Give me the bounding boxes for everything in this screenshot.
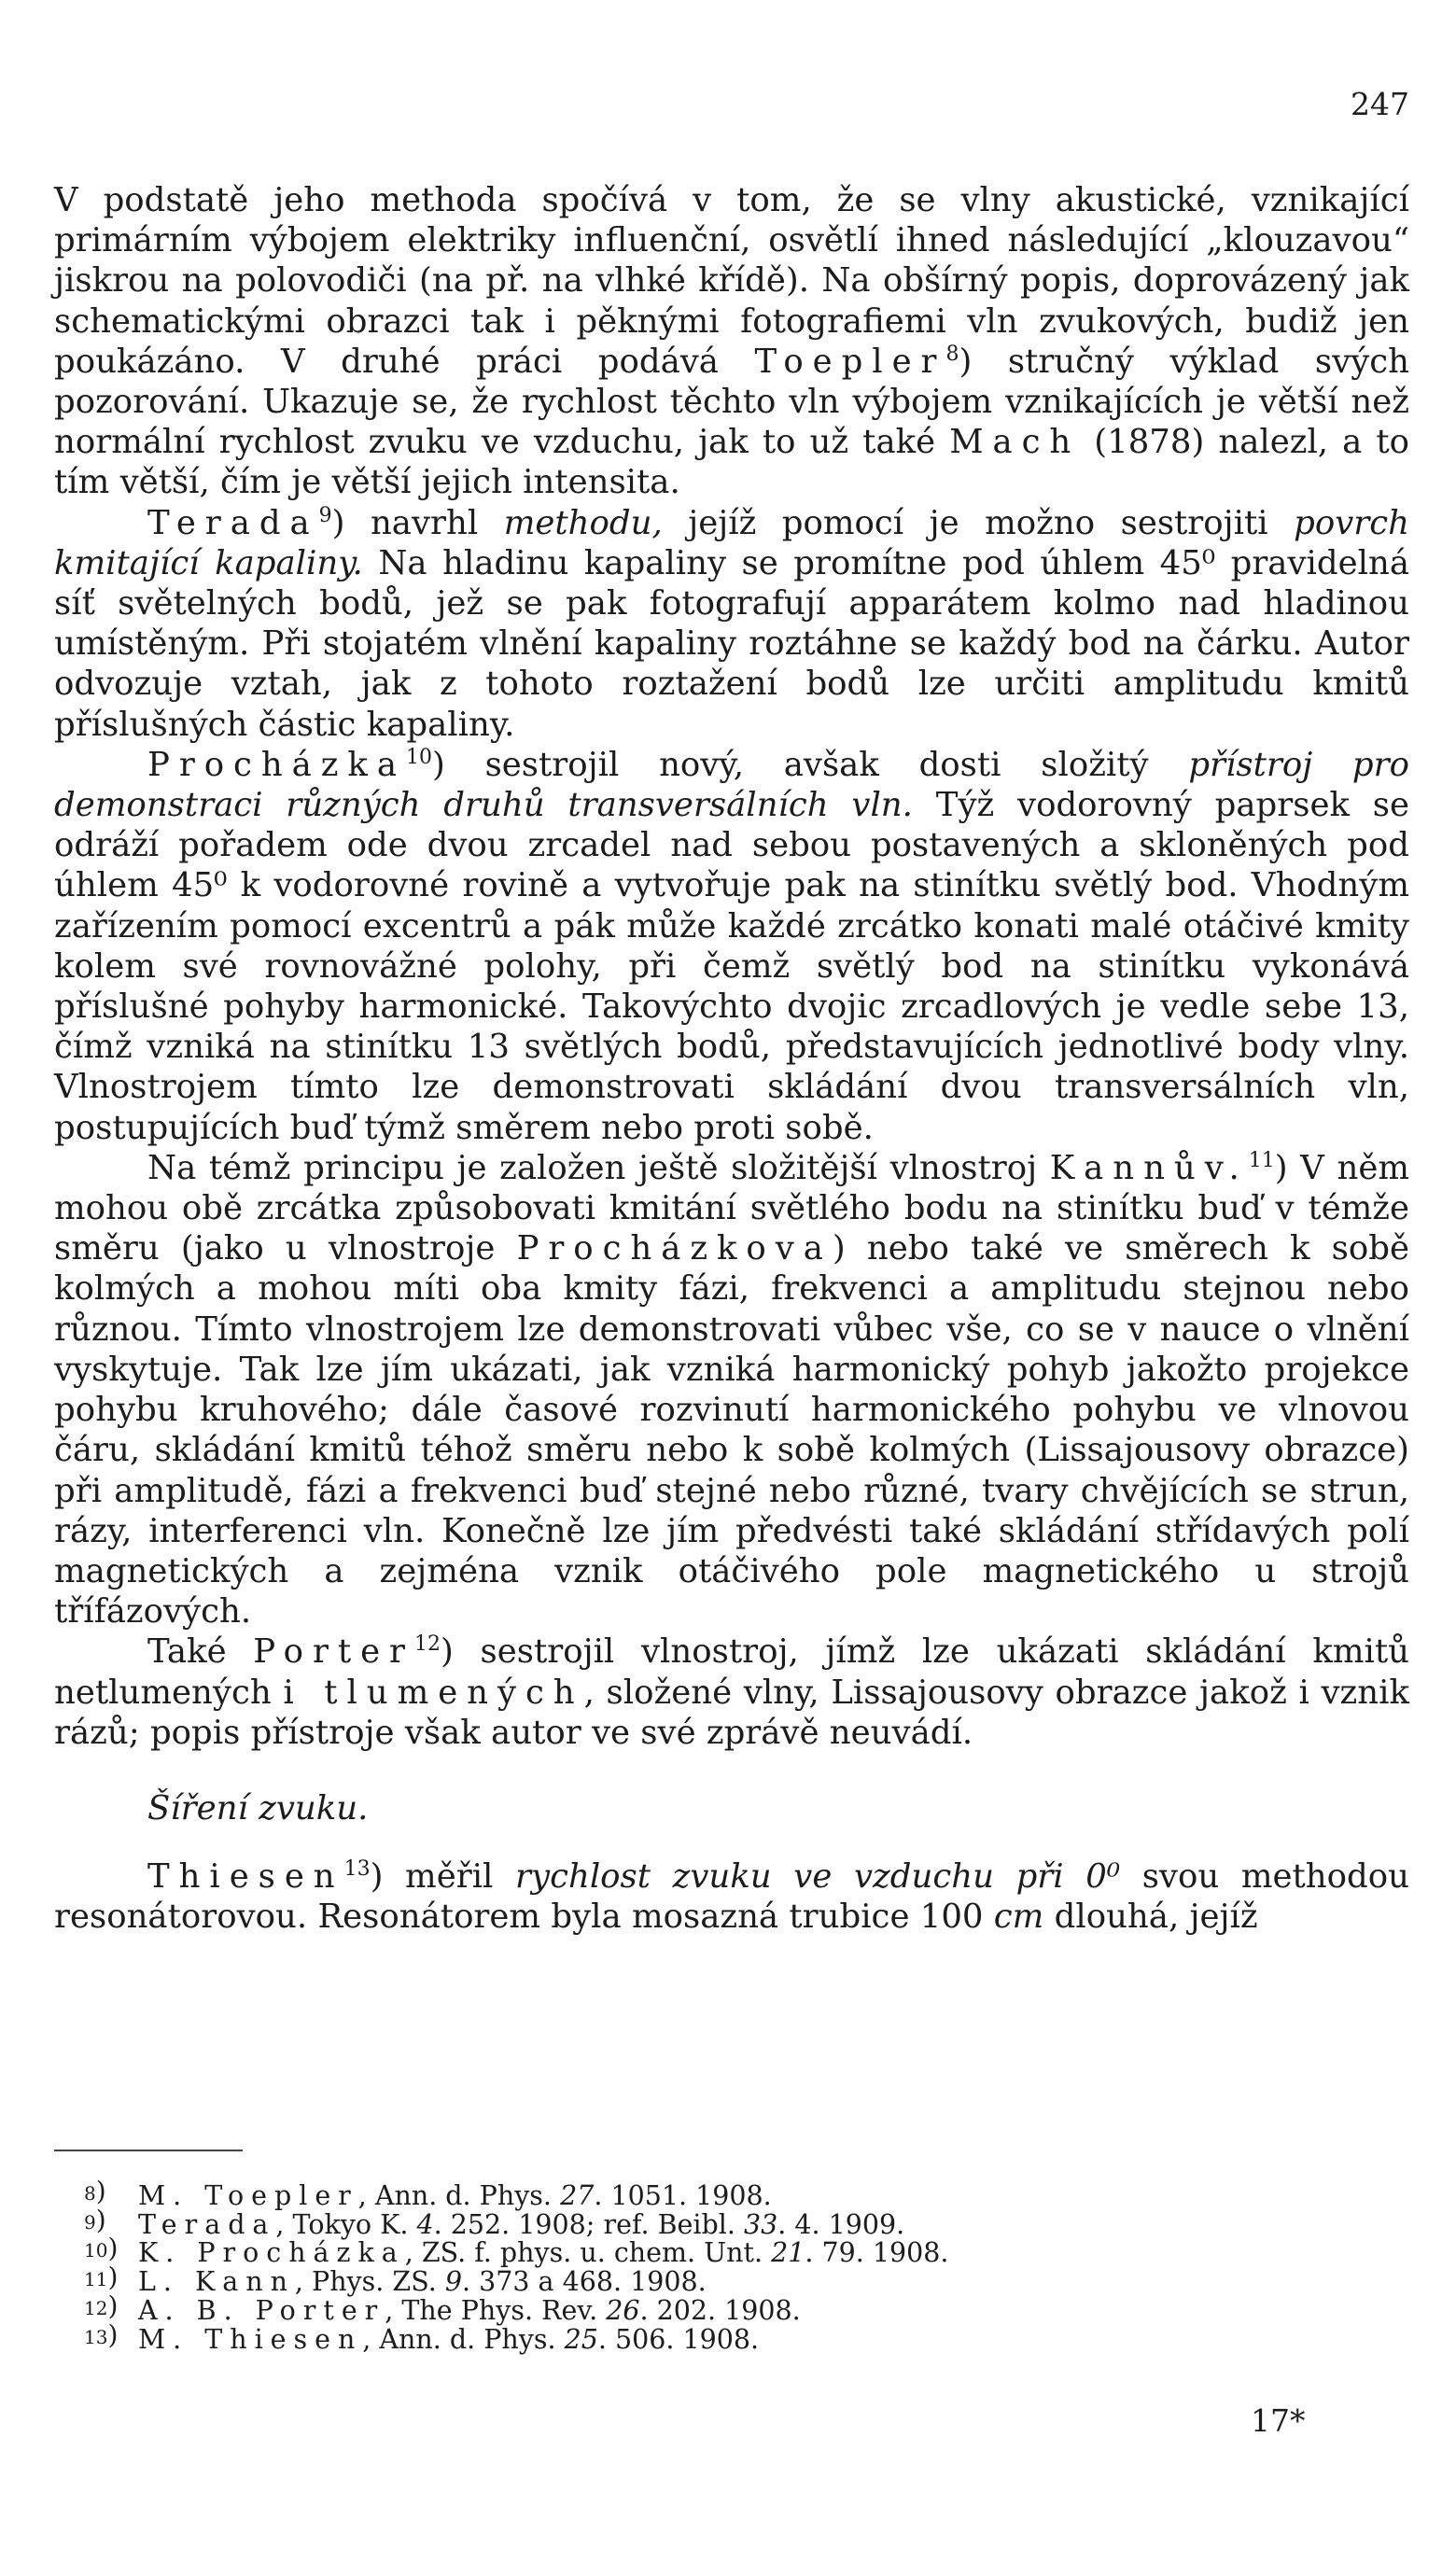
- footnote-source: , Ann. d. Phys.: [357, 2180, 561, 2211]
- footnote-source: , Tokyo K.: [275, 2208, 417, 2240]
- page-number: 247: [1351, 86, 1409, 122]
- text-run: Na témž principu je založen ještě složitější vlnostroj: [147, 1148, 1050, 1187]
- text-run: svou methodou resonátorovou. Resonátorem byla mosazná trubice 100: [54, 1857, 1409, 1937]
- footnote-number: 8 ): [84, 2182, 106, 2203]
- text-run: ) navrhl: [331, 503, 504, 542]
- footnote-number: 13 ): [84, 2326, 118, 2346]
- footnote-13: [84, 2323, 1258, 2355]
- footnote-volume: 21: [771, 2237, 805, 2269]
- footnote-volume: 9: [444, 2266, 462, 2298]
- author-name: Thiesen: [147, 1857, 344, 1897]
- footnote-volume: 33: [744, 2208, 778, 2240]
- text-run: Také: [147, 1632, 254, 1672]
- paragraph-kann: [54, 1148, 1409, 1632]
- footnote-volume: 27: [560, 2180, 595, 2211]
- footnote-ref: 10: [405, 746, 432, 770]
- paragraph-toepler: [54, 180, 1409, 503]
- footnote-12: [84, 2294, 1258, 2326]
- footnote-number: 10 ): [84, 2239, 118, 2260]
- sheet-signature: 17*: [1251, 2402, 1306, 2439]
- footnote-pages: . 79. 1908.: [805, 2237, 949, 2269]
- footnote-10: [84, 2237, 1258, 2269]
- text-run: ) V něm mohou obě zrcátka způsobovati kmitání světlého bodu na stinítku buď v témže směru (jako u vlnostroje: [54, 1148, 1409, 1268]
- italic-phrase: methodu,: [503, 503, 663, 542]
- italic-phrase: přístroj pro demonstraci různých druhů transversálních vln.: [54, 745, 1409, 825]
- text-run: , složené vlny, Lissajousovy obrazce jakož i vznik rázů; popis přístroje však autor ve své zprávě neuvádí.: [54, 1673, 1409, 1752]
- footnote-volume: 4: [416, 2208, 434, 2240]
- footnote-9: [84, 2208, 1258, 2240]
- footnote-source: , The Phys. Rev.: [385, 2294, 607, 2326]
- paragraph-prochazka: [54, 745, 1409, 1148]
- text-run: ) sestrojil vlnostroj, jímž lze ukázati skládání kmitů netlumených: [54, 1632, 1409, 1712]
- text-run: (1878) nalezl, a to tím větší, čím je větší jejich intensita.: [54, 423, 1409, 502]
- footnote-ref: 8: [945, 342, 959, 366]
- text-run: jejíž pomocí je možno sestrojiti: [662, 503, 1295, 542]
- footnote-ref: 13: [343, 1857, 371, 1882]
- footnote-ref: 11: [1248, 1149, 1275, 1173]
- footnote-source: , Ann. d. Phys.: [362, 2323, 565, 2355]
- author-name: Procházkova: [516, 1229, 833, 1268]
- footnote-author: L. Kann: [138, 2266, 295, 2298]
- footnote-divider: [54, 2150, 243, 2151]
- italic-phrase: povrch kmitající kapaliny.: [54, 503, 1409, 582]
- footnote-pages: . 373 a 468. 1908.: [461, 2266, 707, 2298]
- author-name: Procházka: [147, 745, 406, 784]
- footnote-source: , ZS. f. phys. u. chem. Unt.: [404, 2237, 772, 2269]
- unit: cm: [993, 1898, 1044, 1937]
- footnote-author: K. Procházka: [138, 2237, 405, 2269]
- footnote-author: Terada: [138, 2208, 276, 2240]
- text-run: Týž vodorovný paprsek se odráží pořadem ode dvou zrcadel nad sebou postavených a skloněných pod úhlem 45⁰ k vodorovné rovině a vytvořuje pak na stinítku světlý bod. Vhodným zařízením pomocí excentrů a pák může každé zrcátko konati malé otáčivé kmity kolem své rovnovážné polohy, při čemž světlý bod na stinítku vykonává příslušné pohyby harmonické. Takovýchto dvojic zrcadlových je vedle sebe 13, čímž vzniká na stinítku 13 světlých bodů, představujících jednotlivé body vlny. Vlnostrojem tímto lze demonstrovati skládání dvou transversálních vln, postupujících buď týmž směrem nebo proti sobě.: [54, 786, 1410, 1147]
- footnote-number: 12 ): [84, 2297, 118, 2318]
- text-run: dlouhá, jejíž: [1043, 1898, 1258, 1937]
- footnote-pages: . 202. 1908.: [639, 2294, 801, 2326]
- text-run: V podstatě jeho methoda spočívá v tom, že se vlny akustické, vznikající primárním výbojem elektriky influenční, osvětlí ihned následující „klouzavou“ jiskrou na polovodiči (na př. na vlhké křídě). Na obšírný popis, doprovázený jak schematickými obrazci tak i pěknými fotografiemi vln zvukových, budiž jen poukázáno. V druhé práci podává: [54, 181, 1409, 381]
- footnote-author: M. Toepler: [138, 2180, 358, 2211]
- footnote-volume: 25: [564, 2323, 598, 2355]
- author-name: Mach: [949, 423, 1081, 462]
- footnotes: [84, 2180, 1258, 2355]
- footnote-8: [84, 2180, 1258, 2211]
- paragraph-terada: [54, 503, 1409, 745]
- italic-phrase: rychlost zvuku ve vzduchu při 0⁰: [515, 1857, 1121, 1897]
- footnote-pages: . 4. 1909.: [777, 2208, 905, 2240]
- footnote-volume: 26: [606, 2294, 640, 2326]
- text-run: ) měřil: [370, 1857, 516, 1897]
- spaced-phrase: i tlumených: [283, 1673, 584, 1712]
- footnote-author: A. B. Porter: [138, 2294, 385, 2326]
- author-name: Toepler: [754, 342, 946, 381]
- text-run: ) nebo také ve směrech k sobě kolmých a mohou míti oba kmity fázi, frekvenci a amplitudu stejnou nebo různou. Tímto vlnostrojem lze demonstrovati vůbec vše, co se v nauce o vlnění vyskytuje. Tak lze jím ukázati, jak vzniká harmonický pohyb jakožto projekce pohybu kruhového; dále časové rozvinutí harmonického pohybu ve vlnovou čáru, skládání kmitů téhož směru nebo k sobě kolmých (Lissajousovy obrazce) při amplitudě, fázi a frekvenci buď stejné nebo různé, tvary chvějících se strun, rázy, interferenci vln. Konečně lze jím předvésti také skládání střídavých polí magnetických a zejména vznik otáčivého pole magnetického u strojů třífázových.: [54, 1229, 1409, 1632]
- footnote-11: [84, 2266, 1258, 2298]
- footnote-number: 9 ): [84, 2211, 106, 2232]
- footnote-pages: . 1051. 1908.: [594, 2180, 772, 2211]
- text-run: ) stručný výklad svých pozorování. Ukazuje se, že rychlost těchto vln výbojem vznikajících je větší než normální rychlost zvuku ve vzduchu, jak to už také: [54, 342, 1409, 462]
- author-name: Porter: [253, 1632, 414, 1672]
- footnote-pages: . 506. 1908.: [597, 2323, 760, 2355]
- author-name: Terada: [147, 503, 319, 542]
- text-run: ) sestrojil nový, avšak dosti složitý: [431, 745, 1189, 784]
- paragraph-thiesen: [54, 1856, 1409, 1937]
- section-heading: Šíření zvuku.: [147, 1788, 369, 1828]
- footnote-number: 11 ): [84, 2268, 118, 2289]
- body-text: [54, 180, 1409, 1938]
- footnote-source: , Phys. ZS.: [294, 2266, 445, 2298]
- footnote-pages: . 252. 1908; ref. Beibl.: [433, 2208, 744, 2240]
- paragraph-porter: [54, 1632, 1409, 1753]
- footnote-ref: 9: [318, 503, 332, 527]
- author-name: Kannův.: [1049, 1148, 1249, 1187]
- footnote-author: M. Thiesen: [138, 2323, 363, 2355]
- footnote-ref: 12: [413, 1632, 441, 1657]
- text-run: Na hladinu kapaliny se promítne pod úhlem 45⁰ pravidelná síť světelných bodů, jež se pak fotografují apparátem kolmo nad hladinou umístěným. Při stojatém vlnění kapaliny roztáhne se každý bod na čárku. Autor odvozuje vztah, jak z tohoto roztažení bodů lze určiti amplitudu kmitů příslušných částic kapaliny.: [54, 543, 1409, 744]
